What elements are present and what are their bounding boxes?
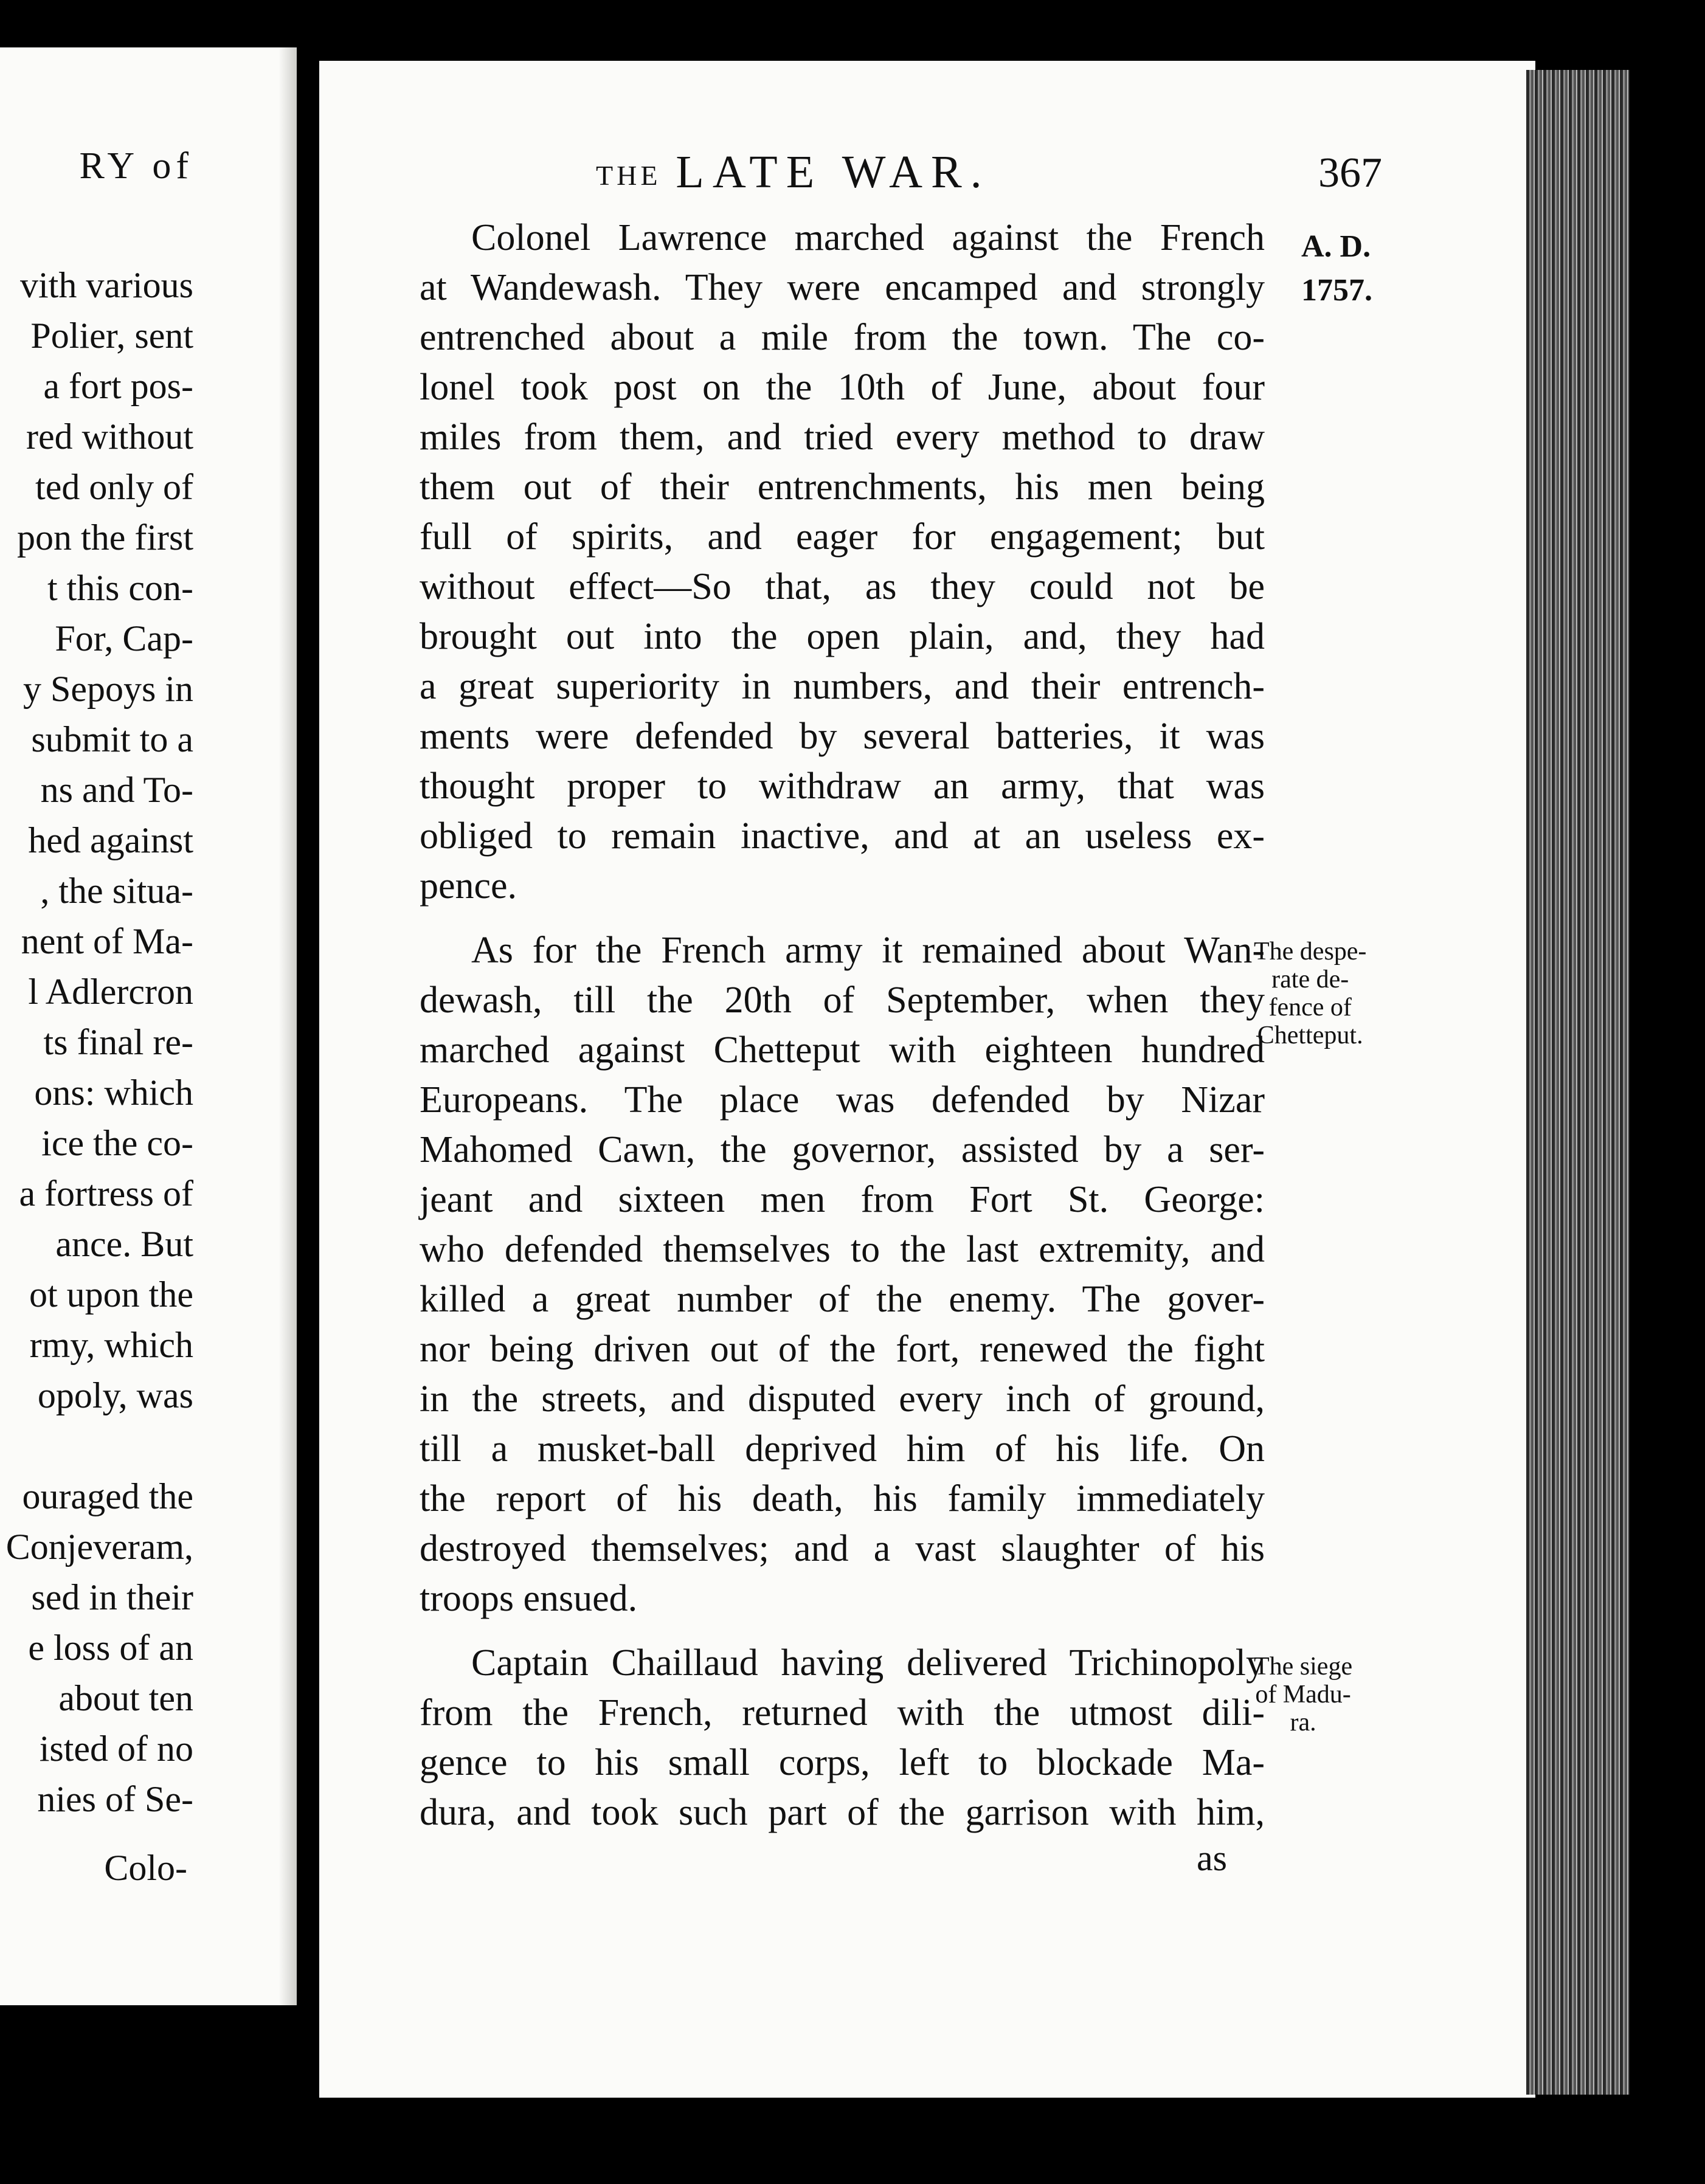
page-block-edge xyxy=(1526,70,1630,2095)
left-line xyxy=(6,1421,193,1471)
text-line: Captain Chaillaud having delivered Trichinopoly xyxy=(471,1642,1265,1684)
text-line: without effect—So that, as they could not be xyxy=(420,566,1265,607)
text-line: entrenched about a mile from the town. The co- xyxy=(420,317,1265,358)
text-line: killed a great number of the enemy. The gover- xyxy=(420,1279,1265,1320)
left-line: a fortress of xyxy=(19,1173,193,1214)
left-line: e loss of an xyxy=(28,1628,193,1668)
page-number: 367 xyxy=(1318,150,1382,196)
margin-note-line: The siege xyxy=(1254,1653,1353,1681)
left-line: Conjeveram, xyxy=(5,1527,193,1567)
left-line: a fort pos- xyxy=(43,366,193,406)
text-line: from the French, returned with the utmost dili- xyxy=(420,1692,1265,1733)
text-line: gence to his small corps, left to blockade Ma- xyxy=(420,1742,1265,1783)
text-line: marched against Chetteput with eighteen hundred xyxy=(420,1029,1265,1071)
left-line: ice the co- xyxy=(41,1123,193,1163)
margin-note-madura xyxy=(1254,1653,1352,1736)
left-line: red without xyxy=(26,416,193,457)
left-facing-page xyxy=(0,47,297,2005)
running-head xyxy=(596,146,991,199)
left-line: rmy, which xyxy=(29,1325,193,1365)
left-line: ts final re- xyxy=(43,1022,193,1062)
left-line: isted of no xyxy=(39,1729,193,1769)
text-line: a great superiority in numbers, and their entrench- xyxy=(420,666,1265,707)
margin-note-chetteput xyxy=(1254,938,1366,1049)
text-line: dewash, till the 20th of September, when they xyxy=(420,980,1265,1021)
left-running-head: RY of xyxy=(79,145,193,187)
text-line: Mahomed Cawn, the governor, assisted by a ser- xyxy=(420,1129,1265,1170)
text-line: the report of his death, his family immediately xyxy=(420,1478,1265,1519)
left-line: vith various xyxy=(20,265,193,305)
text-line: obliged to remain inactive, and at an useless ex- xyxy=(420,815,1265,857)
margin-note-line: of Madu- xyxy=(1255,1681,1351,1709)
left-page-text xyxy=(6,260,193,1825)
left-line: submit to a xyxy=(31,719,193,759)
left-line: opoly, was xyxy=(37,1375,193,1415)
margin-note-line: fence of xyxy=(1268,994,1352,1021)
left-line: hed against xyxy=(28,820,193,860)
text-line: dura, and took such part of the garrison with him, xyxy=(420,1792,1265,1833)
running-head-the: THE xyxy=(596,160,662,191)
text-line: Europeans. The place was defended by Nizar xyxy=(420,1079,1265,1121)
text-line: ments were defended by several batteries, it was xyxy=(420,716,1265,757)
left-line: l Adlercron xyxy=(28,972,193,1012)
text-line: till a musket-ball deprived him of his life. On xyxy=(420,1428,1265,1470)
text-line: troops ensued. xyxy=(420,1578,638,1619)
left-line: , the situa- xyxy=(40,871,193,911)
text-line: thought proper to withdraw an army, that was xyxy=(420,765,1265,807)
year-label-year: 1757. xyxy=(1301,273,1372,308)
left-line: pon the first xyxy=(17,517,193,558)
left-line: nent of Ma- xyxy=(21,921,193,961)
catchword: as xyxy=(1197,1838,1227,1878)
running-head-title: LATE WAR. xyxy=(676,147,991,198)
paragraph-chaillaud xyxy=(420,1638,1265,1837)
left-line: For, Cap- xyxy=(55,618,193,658)
margin-note-line: ra. xyxy=(1290,1709,1316,1736)
paragraph-lawrence xyxy=(420,213,1265,911)
year-margin-label xyxy=(1301,225,1372,313)
left-line: ted only of xyxy=(35,467,193,507)
text-line: miles from them, and tried every method to draw xyxy=(420,416,1265,458)
left-line: sed in their xyxy=(31,1577,193,1617)
text-line: at Wandewash. They were encamped and strongly xyxy=(420,267,1265,308)
left-line: nies of Se- xyxy=(37,1779,193,1819)
year-label-ad: A. D. xyxy=(1301,229,1371,264)
text-line: lonel took post on the 10th of June, about four xyxy=(420,367,1265,408)
text-line: destroyed themselves; and a vast slaughter of his xyxy=(420,1528,1265,1569)
left-line: Polier, sent xyxy=(30,316,193,356)
paragraph-chetteput xyxy=(420,925,1265,1623)
text-line: nor being driven out of the fort, renewed the fight xyxy=(420,1329,1265,1370)
left-line: t this con- xyxy=(47,568,193,608)
text-line: brought out into the open plain, and, they had xyxy=(420,616,1265,657)
left-line: ons: which xyxy=(34,1073,193,1113)
margin-note-line: rate de- xyxy=(1271,966,1349,994)
text-line: in the streets, and disputed every inch of ground, xyxy=(420,1378,1265,1420)
left-line: y Sepoys in xyxy=(22,669,193,709)
text-line: them out of their entrenchments, his men being xyxy=(420,466,1265,508)
text-line: As for the French army it remained about Wan- xyxy=(471,930,1265,971)
left-catchword: Colo- xyxy=(104,1848,187,1888)
body-text xyxy=(420,213,1265,1852)
left-line: about ten xyxy=(58,1678,193,1718)
margin-note-line: Chetteput. xyxy=(1257,1021,1363,1049)
text-line: jeant and sixteen men from Fort St. George: xyxy=(420,1179,1265,1220)
margin-note-line: The despe- xyxy=(1254,938,1367,966)
text-line: full of spirits, and eager for engagement; but xyxy=(420,516,1265,558)
left-line: ouraged the xyxy=(22,1476,193,1516)
text-line: who defended themselves to the last extremity, and xyxy=(420,1229,1265,1270)
left-page-gutter-shadow xyxy=(278,47,297,2005)
text-line: Colonel Lawrence marched against the French xyxy=(471,217,1265,258)
left-line: ot upon the xyxy=(29,1274,193,1315)
left-line: ance. But xyxy=(55,1224,193,1264)
left-line: ns and To- xyxy=(40,770,193,810)
text-line: pence. xyxy=(420,865,517,907)
